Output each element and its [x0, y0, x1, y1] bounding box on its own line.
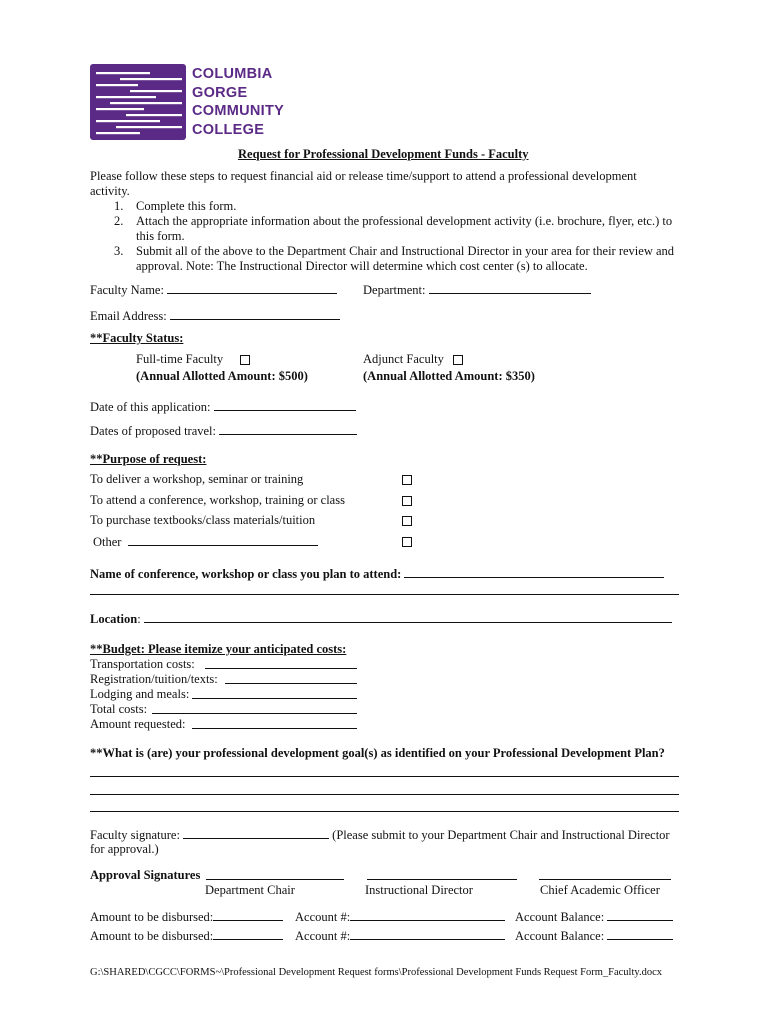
balance-field-1[interactable] — [607, 909, 673, 921]
step-1: Complete this form. — [136, 199, 237, 213]
budget-item-1-label: Transportation costs: — [90, 657, 195, 671]
balance-row-1 — [515, 909, 673, 925]
purpose-checkbox-4[interactable] — [402, 537, 412, 547]
goals-question: **What is (are) your professional development goal(s) as identified on your Professional Development Plan? — [90, 746, 665, 760]
disbursement-row-2 — [90, 928, 283, 944]
step-3: Submit all of the above to the Department Chair and Instructional Director in your area for their review and — [136, 244, 675, 258]
purpose-heading: **Purpose of request: — [90, 452, 207, 466]
account-field-2[interactable] — [350, 928, 505, 940]
department-field[interactable] — [429, 282, 591, 294]
faculty-status-heading: **Faculty Status: — [90, 331, 184, 345]
location-row — [90, 611, 672, 627]
purpose-other-field[interactable] — [128, 534, 318, 546]
location-colon: : — [137, 612, 141, 626]
step-1-number: 1. — [114, 199, 124, 213]
budget-item-2-field[interactable] — [225, 672, 357, 684]
location-field[interactable] — [144, 611, 672, 623]
purpose-option-3: To purchase textbooks/class materials/tuition — [90, 513, 316, 527]
purpose-other-row — [93, 534, 318, 550]
step-3-cont: approval. Note: The Instructional Director will determine which cost center (s) to allocate. — [136, 259, 588, 273]
officer-caption: Chief Academic Officer — [540, 883, 660, 897]
intro-text-cont: activity. — [90, 184, 130, 198]
budget-item-1-field[interactable] — [205, 657, 357, 669]
faculty-name-field[interactable] — [167, 282, 337, 294]
balance-label-2: Account Balance: — [515, 929, 605, 943]
email-field[interactable] — [170, 308, 340, 320]
amount-label-1: Amount to be disbursed: — [90, 910, 214, 924]
conference-label: Name of conference, workshop or class you plan to attend: — [90, 567, 402, 581]
budget-item-3-field[interactable] — [192, 687, 357, 699]
budget-item-2-label: Registration/tuition/texts: — [90, 672, 218, 686]
budget-item-5-field[interactable] — [192, 717, 357, 729]
purpose-checkbox-2[interactable] — [402, 496, 412, 506]
faculty-name-label: Faculty Name: — [90, 283, 164, 297]
fulltime-amount: (Annual Allotted Amount: $500) — [136, 369, 308, 383]
budget-item-3-label: Lodging and meals: — [90, 687, 190, 701]
balance-field-2[interactable] — [607, 928, 673, 940]
email-label: Email Address: — [90, 309, 167, 323]
adjunct-option — [363, 352, 463, 367]
department-label: Department: — [363, 283, 426, 297]
fulltime-label: Full-time Faculty — [136, 352, 224, 366]
account-row-2 — [295, 928, 505, 944]
signature-note: (Please submit to your Department Chair and Instructional Director — [332, 828, 670, 842]
step-2: Attach the appropriate information about the professional development activity (i.e. brochure, flyer, etc.) to — [136, 214, 673, 228]
signature-note-cont: for approval.) — [90, 842, 159, 856]
logo-line-2: GORGE — [192, 84, 248, 101]
signature-row — [90, 827, 670, 843]
logo-line-4: COLLEGE — [192, 121, 265, 138]
director-signature-field[interactable] — [367, 868, 517, 880]
purpose-checkbox-1[interactable] — [402, 475, 412, 485]
account-field-1[interactable] — [350, 909, 505, 921]
application-date-row — [90, 399, 356, 415]
budget-item-4-field[interactable] — [152, 702, 357, 714]
step-2-cont: this form. — [136, 229, 185, 243]
conference-field-line-2[interactable] — [90, 594, 679, 595]
travel-dates-label: Dates of proposed travel: — [90, 424, 217, 438]
step-2-number: 2. — [114, 214, 124, 228]
purpose-checkbox-3[interactable] — [402, 516, 412, 526]
purpose-option-4: Other — [93, 535, 122, 549]
signature-field[interactable] — [183, 827, 329, 839]
fulltime-option — [136, 352, 250, 367]
travel-dates-row — [90, 423, 357, 439]
goals-line-3[interactable] — [90, 811, 679, 812]
logo-line-3: COMMUNITY — [192, 103, 285, 119]
conference-row — [90, 566, 664, 582]
adjunct-checkbox[interactable] — [453, 355, 463, 365]
application-date-label: Date of this application: — [90, 400, 211, 414]
goals-line-2[interactable] — [90, 794, 679, 795]
adjunct-label: Adjunct Faculty — [363, 352, 444, 366]
email-row — [90, 308, 340, 324]
chair-caption: Department Chair — [205, 883, 295, 897]
account-row-1 — [295, 909, 505, 925]
file-path-footer: G:\SHARED\CGCC\FORMS~\Professional Development Request forms\Professional Development Funds Request Form_Faculty.docx — [90, 967, 662, 978]
purpose-option-2: To attend a conference, workshop, training or class — [90, 493, 345, 507]
officer-signature-field[interactable] — [539, 868, 671, 880]
amount-field-2[interactable] — [213, 928, 283, 940]
step-3-number: 3. — [114, 244, 124, 258]
college-logo — [90, 64, 290, 140]
amount-label-2: Amount to be disbursed: — [90, 929, 214, 943]
disbursement-row-1 — [90, 909, 283, 925]
application-date-field[interactable] — [214, 399, 356, 411]
fulltime-checkbox[interactable] — [240, 355, 250, 365]
budget-item-5-label: Amount requested: — [90, 717, 186, 731]
purpose-option-1: To deliver a workshop, seminar or training — [90, 472, 304, 486]
budget-item-4-label: Total costs: — [90, 702, 148, 716]
faculty-name-row — [90, 282, 337, 298]
account-label-1: Account #: — [295, 910, 351, 924]
logo-stripes-icon — [90, 64, 188, 140]
logo-line-1: COLUMBIA — [192, 66, 273, 82]
amount-field-1[interactable] — [213, 909, 283, 921]
director-caption: Instructional Director — [365, 883, 473, 897]
location-label: Location — [90, 612, 138, 626]
chair-signature-field[interactable] — [206, 868, 344, 880]
conference-field[interactable] — [404, 566, 664, 578]
balance-label-1: Account Balance: — [515, 910, 605, 924]
balance-row-2 — [515, 928, 673, 944]
signature-label: Faculty signature: — [90, 828, 180, 842]
goals-line-1[interactable] — [90, 776, 679, 777]
form-title: Request for Professional Development Funds - Faculty — [238, 147, 529, 161]
intro-text: Please follow these steps to request financial aid or release time/support to attend a professional development — [90, 169, 637, 183]
department-row — [363, 282, 591, 298]
approval-label: Approval Signatures — [90, 868, 201, 882]
account-label-2: Account #: — [295, 929, 351, 943]
adjunct-amount: (Annual Allotted Amount: $350) — [363, 369, 535, 383]
travel-dates-field[interactable] — [219, 423, 357, 435]
budget-heading: **Budget: Please itemize your anticipated costs: — [90, 642, 347, 656]
